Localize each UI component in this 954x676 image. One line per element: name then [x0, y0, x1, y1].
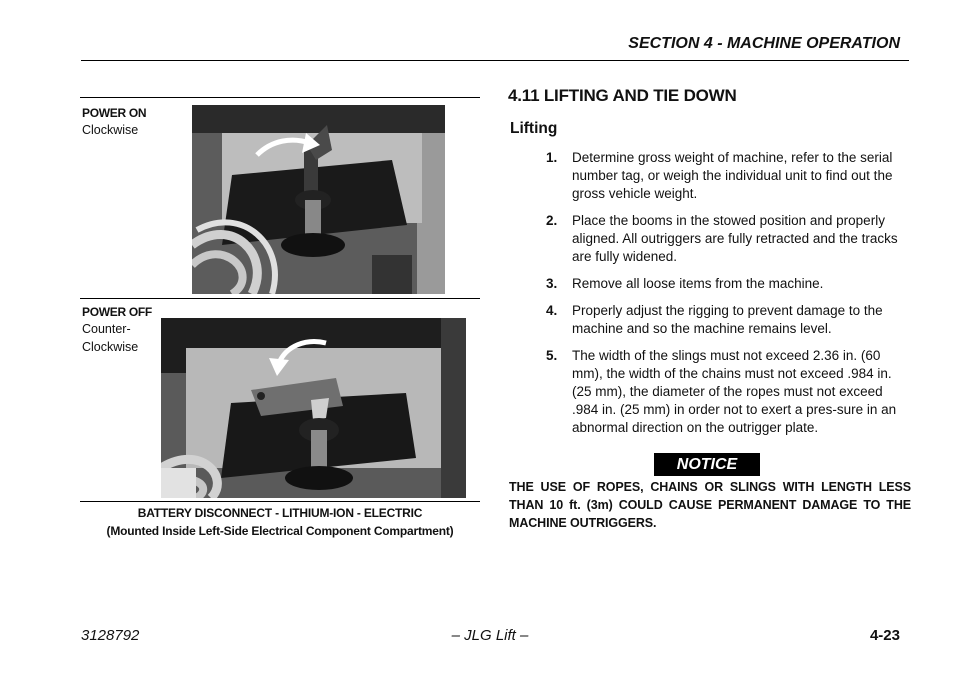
figure-middle-rule: [80, 298, 480, 299]
notice-text: THE USE OF ROPES, CHAINS OR SLINGS WITH LENGTH LESS THAN 10 ft. (3m) COULD CAUSE PERMANENT DAMAGE TO THE MACHINE OUTRIGGERS.: [509, 480, 911, 530]
power-on-photo: [192, 105, 445, 294]
section-title: 4.11 LIFTING AND TIE DOWN: [508, 86, 737, 105]
step-text: Remove all loose items from the machine.: [572, 276, 824, 291]
subsection-title: Lifting: [510, 120, 558, 137]
figure-caption-line1: BATTERY DISCONNECT - LITHIUM-ION - ELECTRIC: [137, 506, 423, 520]
page-number: 4-23: [869, 627, 900, 644]
footer-center: – JLG Lift –: [451, 627, 529, 644]
header-rule: [81, 60, 909, 61]
power-off-photo: [161, 318, 466, 498]
step-text: Properly adjust the rigging to prevent damage to the machine and so the machine remains level.: [572, 303, 883, 336]
step-text: Determine gross weight of machine, refer to the serial number tag, or weigh the individual unit to find out the gross vehicle weight.: [572, 150, 893, 201]
section-header: SECTION 4 - MACHINE OPERATION: [628, 35, 900, 52]
power-on-label: POWER ON: [82, 106, 147, 120]
step-number: 3.: [546, 276, 558, 291]
list-item: [546, 212, 910, 266]
step-number: 1.: [546, 150, 558, 165]
figure-top-rule: [80, 97, 480, 98]
power-off-direction-line2: Clockwise: [82, 340, 139, 354]
list-item: [546, 149, 910, 203]
figure-bottom-rule: [80, 501, 480, 502]
power-on-direction: Clockwise: [82, 123, 139, 137]
step-number: 5.: [546, 348, 558, 363]
lifting-steps-list: [546, 149, 910, 446]
step-text: Place the booms in the stowed position and properly aligned. All outriggers are fully retracted and the tracks are fully widened.: [572, 213, 898, 264]
power-off-direction-line1: Counter-: [82, 322, 131, 336]
list-item: [546, 302, 910, 338]
document-number: 3128792: [81, 627, 140, 644]
list-item: [546, 275, 910, 293]
power-off-label: POWER OFF: [82, 305, 152, 319]
step-number: 2.: [546, 213, 558, 228]
notice-badge: NOTICE: [654, 453, 760, 476]
list-item: [546, 347, 910, 437]
step-number: 4.: [546, 303, 558, 318]
step-text: The width of the slings must not exceed 2.36 in. (60 mm), the width of the chains must not exceed .984 in. (25 mm), the diameter of the ropes must not exceed .984 in. (25 mm) in order not to exert a pres-sure in an abnormal direction on the outrigger plate.: [572, 348, 897, 435]
figure-caption-line2: (Mounted Inside Left-Side Electrical Component Compartment): [106, 524, 454, 538]
